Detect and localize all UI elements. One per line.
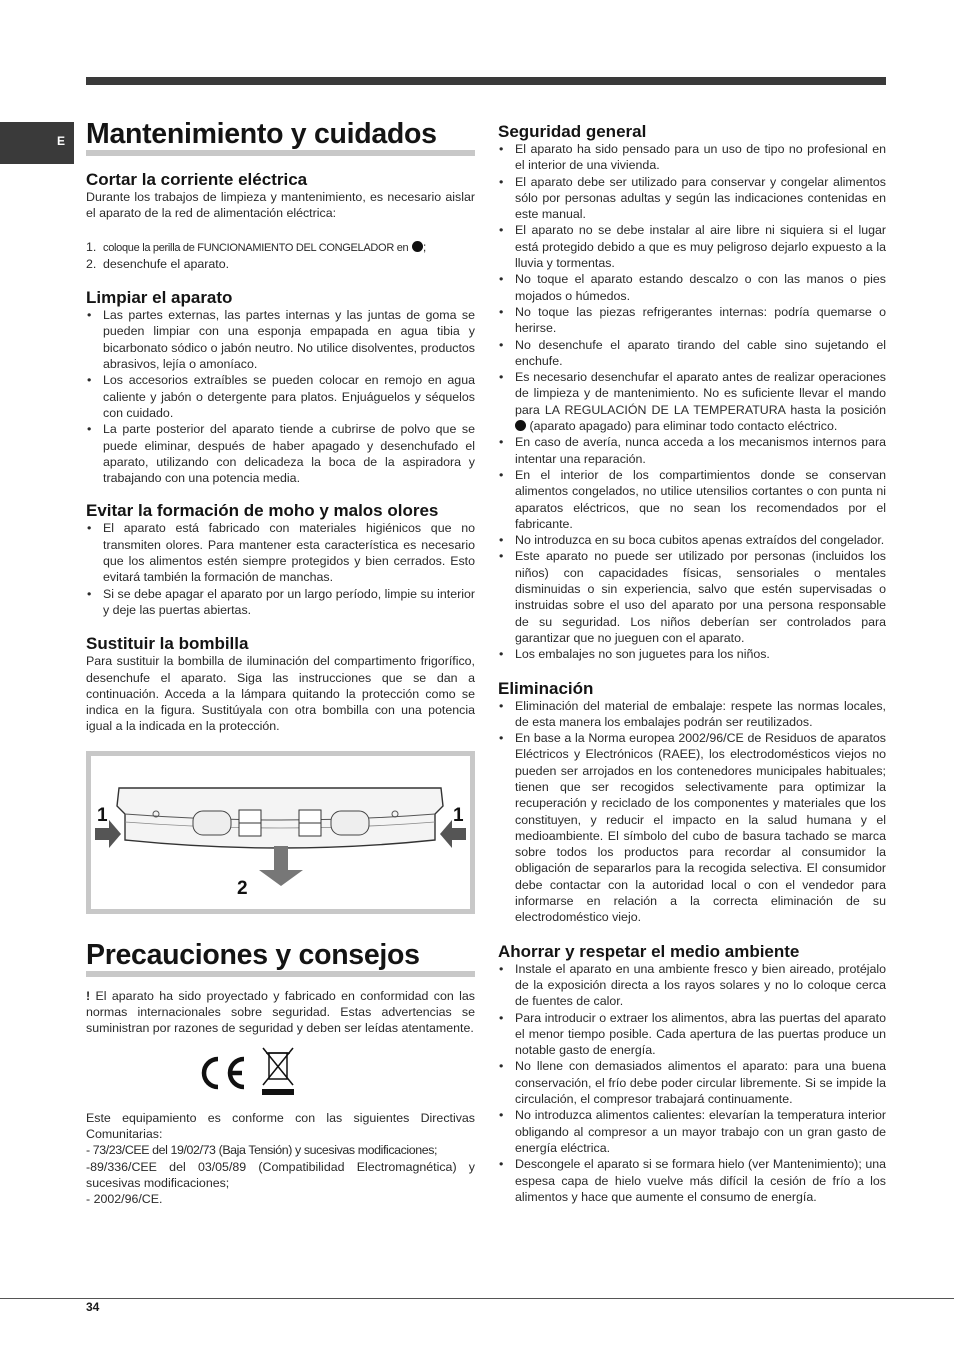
- list-item: • En caso de avería, nunca acceda a los mecanismos internos para intentar una reparación.: [498, 434, 886, 467]
- list-item: • La parte posterior del aparato tiende a cubrirse de polvo que se puede eliminar, después de haber apagado y desenchufado el aparato, utilizando con delicadeza la boca de la aspiradora y trabajando con una potencia media.: [86, 421, 475, 486]
- heading-bombilla: Sustituir la bombilla: [86, 634, 249, 654]
- paragraph-bombilla: Para sustituir la bombilla de iluminación del compartimento frigorífico, desenchufe el aparato. Siga las instrucciones que se dan a continuación. Acceda a la lámpara quitando la protección como se indica en la figura. Sustitúyala con otra bombilla con una potencia igual a la indicada en la protección.: [86, 654, 475, 734]
- list-item: • En base a la Norma europea 2002/96/CE de Residuos de aparatos Eléctricos y Electrónicos (RAEE), los electrodomésticos viejos no pueden ser arrojados en los contenedores municipales habituales; tienen que ser recogidos selectivamente para optimizar la recuperación y reciclado de los componentes y materiales que los constituyen, y reducir el impacto en la salud humana y el medioambiente. El símbolo del cubo de basura tachado se marca sobre todos los productos para recordar al consumidor la obligación de separarlos para la recogida selectiva. El consumidor debe contactar con la autoridad local o con el vendedor para informarse en relación a la correcta eliminación de su electrodoméstico viejo.: [498, 730, 886, 926]
- list-item: • No introduzca en su boca cubitos apenas extraídos del congelador.: [498, 532, 886, 548]
- list-eliminacion: [498, 698, 886, 926]
- list-item: • No llene con demasiados alimentos el aparato: para una buena conservación, el frío debe poder circular libremente. Si se impide la circulación, el compresor trabajará continuamente.: [498, 1058, 886, 1107]
- language-code: E: [57, 134, 66, 148]
- language-tab: [0, 122, 74, 164]
- paragraph-cortar-corriente: Durante los trabajos de limpieza y mantenimiento, es necesario aislar el aparato de la red de alimentación eléctrica:: [86, 190, 475, 221]
- page-number: 34: [86, 1300, 100, 1314]
- list-ahorrar: [498, 961, 886, 1205]
- section-title-precauciones: Precauciones y consejos: [86, 939, 475, 977]
- list-item: • En el interior de los compartimientos donde se conservan alimentos congelados, no utilice utensilios cortantes o con punta ni aparatos eléctricos, que no sean los recomendados por el fabricante.: [498, 467, 886, 532]
- heading-seguridad: Seguridad general: [498, 122, 647, 141]
- list-item: • Los accesorios extraíbles se pueden colocar en remojo en agua caliente y jabón o detergente para platos. Enjuáguelos y séquelos con cuidado.: [86, 372, 475, 421]
- list-item: • El aparato ha sido pensado para un uso de tipo no profesional en el interior de una vivienda.: [498, 141, 886, 174]
- heading-moho: Evitar la formación de moho y malos olores: [86, 501, 439, 521]
- list-item: • Este aparato no puede ser utilizado por personas (incluidos los niños) con capacidades físicas, sensoriales o mentales disminuidas o sin experiencia, salvo que estén supervisadas o instruidas sobre el uso del aparato por una persona responsable de su seguridad. Los niños deberían ser controlados para garantizar que no jueguen con el aparato.: [498, 548, 886, 646]
- right-column: [498, 118, 886, 1205]
- list-item: • No desenchufe el aparato tirando del cable sino sujetando el enchufe.: [498, 337, 886, 370]
- directive-line: -89/336/CEE del 03/05/89 (Compatibilidad Electromagnética) y sucesivas modificaciones;: [86, 1159, 475, 1190]
- steps-list: [86, 239, 475, 273]
- list-item: • Las partes externas, las partes internas y las juntas de goma se pueden limpiar con una esponja empapada en agua tibia y bicarbonato sódico o jabón neutro. No utilice disolventes, productos abrasivos, lejía o amoníaco.: [86, 307, 475, 372]
- heading-ahorrar: Ahorrar y respetar el medio ambiente: [498, 941, 800, 961]
- list-item: • Eliminación del material de embalaje: respete las normas locales, de esta manera los embalajes podrán ser reutilizados.: [498, 698, 886, 731]
- arrow-label-right: 1: [453, 804, 464, 826]
- section-title-mantenimiento: Mantenimiento y cuidados: [86, 118, 475, 156]
- list-item: • No toque el aparato estando descalzo o con las manos o pies mojados o húmedos.: [498, 271, 886, 304]
- header-rule: [86, 77, 886, 85]
- list-moho: [86, 520, 475, 618]
- list-item: • Para introducir o extraer los alimentos, abra las puertas del aparato el menor tiempo posible. Cada apertura de las puertas produce un notable gasto de energía.: [498, 1010, 886, 1059]
- list-item: • Descongele el aparato si se formara hielo (ver Mantenimiento); una espesa capa de hielo vuelve más difícil la cesión de frío a los alimentos y hace que aumente el consumo de energía.: [498, 1156, 886, 1205]
- paragraph-intro: ! El aparato ha sido proyectado y fabricado en conformidad con las normas internacionales sobre seguridad. Estas advertencias se suministran por razones de seguridad y deben ser leídas atentamente.: [86, 988, 475, 1036]
- ce-mark-icon: [198, 1055, 248, 1091]
- list-item: • No toque las piezas refrigerantes internas: podría quemarse o herirse.: [498, 304, 886, 337]
- lamp-cover-illustration: [91, 756, 470, 909]
- left-column: [86, 118, 475, 1207]
- knob-off-icon: [412, 241, 423, 252]
- paragraph-directivas: Este equipamiento es conforme con las siguientes Directivas Comunitarias:: [86, 1110, 475, 1141]
- list-item: • Es necesario desenchufar el aparato antes de realizar operaciones de limpieza y de mantenimiento. No es suficiente llevar el mando para LA REGULACIÓN DE LA TEMPERATURA hasta la posición (aparato apagado) para eliminar todo contacto eléctrico.: [498, 369, 886, 434]
- list-item: • El aparato no se debe instalar al aire libre ni siquiera si el lugar está protegido debido a que es muy peligroso dejarlo expuesto a la lluvia y tormentas.: [498, 222, 886, 271]
- heading-eliminacion: Eliminación: [498, 678, 594, 698]
- step-item: 1. coloque la perilla de FUNCIONAMIENTO DEL CONGELADOR en ;: [86, 239, 427, 254]
- crossed-bin-icon: [258, 1045, 298, 1097]
- heading-limpiar: Limpiar el aparato: [86, 288, 233, 308]
- list-limpiar: [86, 307, 475, 486]
- list-item: • Los embalajes no son juguetes para los niños.: [498, 646, 886, 662]
- arrow-label-left: 1: [97, 804, 108, 826]
- list-item: • El aparato está fabricado con materiales higiénicos que no transmiten olores. Para mantener esta característica es necesario que los alimentos estén siempre protegidos y bien cerrados. Esto evitará también la formación de manchas.: [86, 520, 475, 585]
- list-item: • Si se debe apagar el aparato por un largo período, limpie su interior y deje las puertas abiertas.: [86, 586, 475, 619]
- list-seguridad: [498, 141, 886, 663]
- lamp-cover-figure: [86, 751, 475, 914]
- step-item: 2. desenchufe el aparato.: [86, 256, 230, 271]
- directive-line: - 2002/96/CE.: [86, 1192, 163, 1207]
- list-item: • El aparato debe ser utilizado para conservar y congelar alimentos sólo por personas adultas y según las indicaciones contenidas en este manual.: [498, 174, 886, 223]
- marks-block: [86, 1045, 475, 1107]
- footer-rule: [0, 1298, 954, 1299]
- list-item: • Instale el aparato en una ambiente fresco y bien aireado, protéjalo de la exposición directa a los rayos solares y no lo coloque cerca de fuentes de calor.: [498, 961, 886, 1010]
- knob-off-icon: [515, 420, 526, 431]
- heading-cortar-corriente: Cortar la corriente eléctrica: [86, 170, 308, 189]
- arrow-label-bottom: 2: [237, 877, 248, 899]
- list-item: • No introduzca alimentos calientes: elevarían la temperatura interior obligando al compresor a un mayor trabajo con un gran gasto de energía eléctrica.: [498, 1107, 886, 1156]
- directive-line: - 73/23/CEE del 19/02/73 (Baja Tensión) y sucesivas modificaciones;: [86, 1143, 438, 1158]
